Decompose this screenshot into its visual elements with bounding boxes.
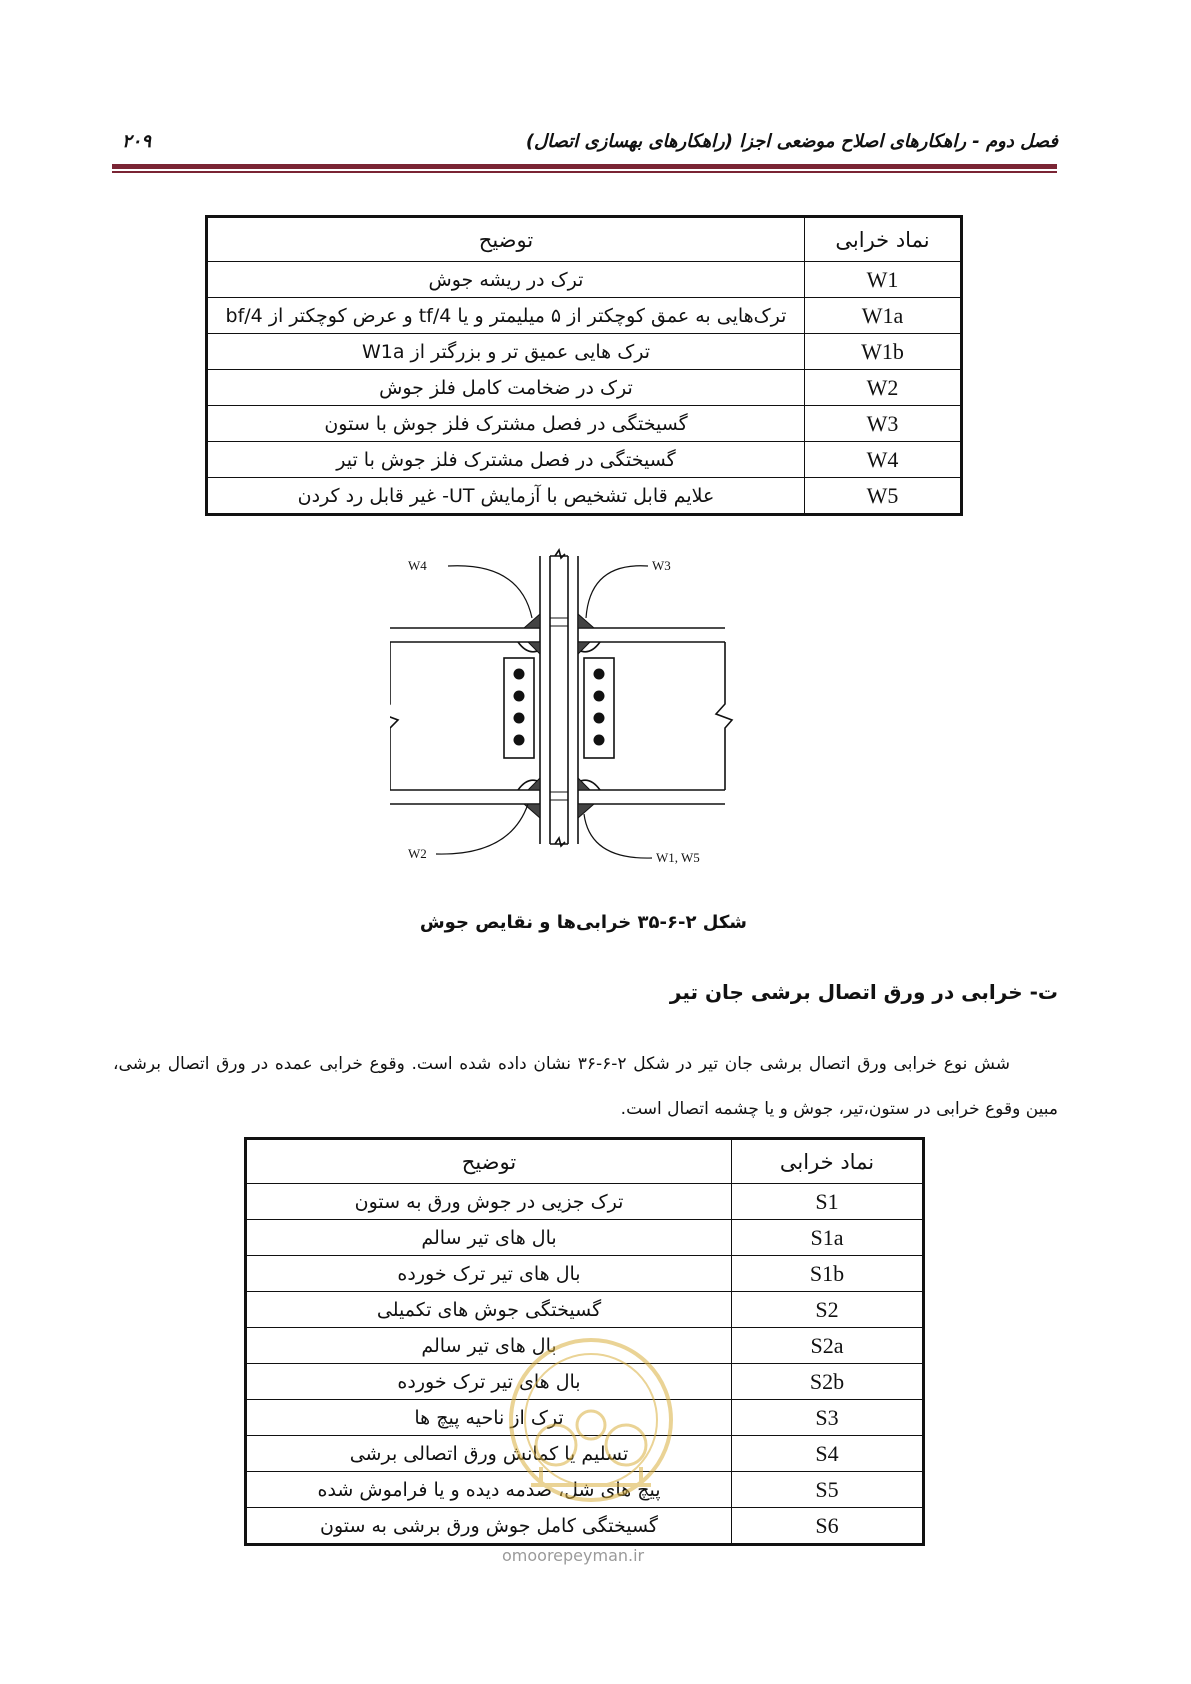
defect-description: بال های تیر سالم	[246, 1328, 732, 1364]
table-header-row	[207, 217, 962, 262]
defect-description: گسیختگی در فصل مشترک فلز جوش با ستون	[207, 406, 805, 442]
defect-description: بال های تیر ترک خورده	[246, 1364, 732, 1400]
header-description: توضیح	[207, 217, 805, 262]
table-header-row	[246, 1139, 924, 1184]
defect-symbol: S1	[732, 1184, 924, 1220]
table-row	[246, 1220, 924, 1256]
table-row	[207, 298, 962, 334]
defect-symbol: S1a	[732, 1220, 924, 1256]
defect-symbol: S5	[732, 1472, 924, 1508]
table-row	[207, 370, 962, 406]
defect-symbol: S3	[732, 1400, 924, 1436]
table-row	[207, 334, 962, 370]
defect-symbol: W2	[805, 370, 962, 406]
defect-description: تسلیم یا کمانش ورق اتصالی برشی	[246, 1436, 732, 1472]
body-paragraph: شش نوع خرابی ورق اتصال برشی جان تیر در شکل ۲-۶-۳۶ نشان داده شده است. وقوع خرابی عمده در ورق اتصال برشی، مبین وقوع خرابی در ستون،تیر، جوش و یا چشمه اتصال است.	[113, 1054, 1058, 1119]
defect-description: علایم قابل تشخیص با آزمایش UT- غیر قابل رد کردن	[207, 478, 805, 515]
header-rule-thin	[112, 171, 1057, 173]
table-row	[207, 442, 962, 478]
table-row	[246, 1184, 924, 1220]
label-w4: W4	[408, 558, 427, 573]
header-rule	[112, 164, 1057, 169]
defect-symbol: S2	[732, 1292, 924, 1328]
defect-description: ترک در ریشه جوش	[207, 262, 805, 298]
defect-symbol: W5	[805, 478, 962, 515]
table-row	[207, 478, 962, 515]
defect-description: گسیختگی در فصل مشترک فلز جوش با تیر	[207, 442, 805, 478]
defect-symbol: S2a	[732, 1328, 924, 1364]
defect-description: ترک‌هایی به عمق کوچکتر از ۵ میلیمتر و یا tf/4 و عرض کوچکتر از bf/4	[207, 298, 805, 334]
header-description: توضیح	[246, 1139, 732, 1184]
defect-symbol: W1	[805, 262, 962, 298]
defect-symbol: W3	[805, 406, 962, 442]
defect-symbol: W4	[805, 442, 962, 478]
page-number: ۲۰۹	[122, 131, 152, 152]
defect-symbol: S4	[732, 1436, 924, 1472]
section-heading: ت- خرابی در ورق اتصال برشی جان تیر	[669, 980, 1058, 1004]
defect-description: ترک جزیی در جوش ورق به ستون	[246, 1184, 732, 1220]
weld-defects-figure	[390, 548, 785, 888]
label-w1-w5: W1, W5	[656, 850, 700, 865]
defect-description: ترک در ضخامت کامل فلز جوش	[207, 370, 805, 406]
table-row	[207, 262, 962, 298]
weld-defects-table	[205, 215, 963, 516]
defect-symbol: S2b	[732, 1364, 924, 1400]
defect-description: گسیختگی کامل جوش ورق برشی به ستون	[246, 1508, 732, 1545]
defect-description: گسیختگی جوش های تکمیلی	[246, 1292, 732, 1328]
defect-symbol: S1b	[732, 1256, 924, 1292]
defect-description: ترک هایی عمیق تر و بزرگتر از W1a	[207, 334, 805, 370]
table-row	[246, 1256, 924, 1292]
defect-symbol: W1a	[805, 298, 962, 334]
defect-description: پیچ های شل، صدمه دیده و یا فراموش شده	[246, 1472, 732, 1508]
header-symbol: نماد خرابی	[732, 1139, 924, 1184]
figure-caption: شکل ۲-۶-۳۵ خرابی‌ها و نقایص جوش	[419, 912, 747, 933]
watermark-logo	[486, 1325, 696, 1575]
defect-symbol: S6	[732, 1508, 924, 1545]
watermark-url: omoorepeyman.ir	[502, 1546, 645, 1565]
label-w2: W2	[408, 846, 427, 861]
table-row	[246, 1292, 924, 1328]
table-row	[207, 406, 962, 442]
defect-description: بال های تیر سالم	[246, 1220, 732, 1256]
defect-description: ترک از ناحیه پیچ ها	[246, 1400, 732, 1436]
running-title: فصل دوم - راهکارهای اصلاح موضعی اجزا (راهکارهای بهسازی اتصال)	[525, 131, 1058, 152]
label-w3: W3	[652, 558, 671, 573]
defect-symbol: W1b	[805, 334, 962, 370]
header-symbol: نماد خرابی	[805, 217, 962, 262]
defect-description: بال های تیر ترک خورده	[246, 1256, 732, 1292]
